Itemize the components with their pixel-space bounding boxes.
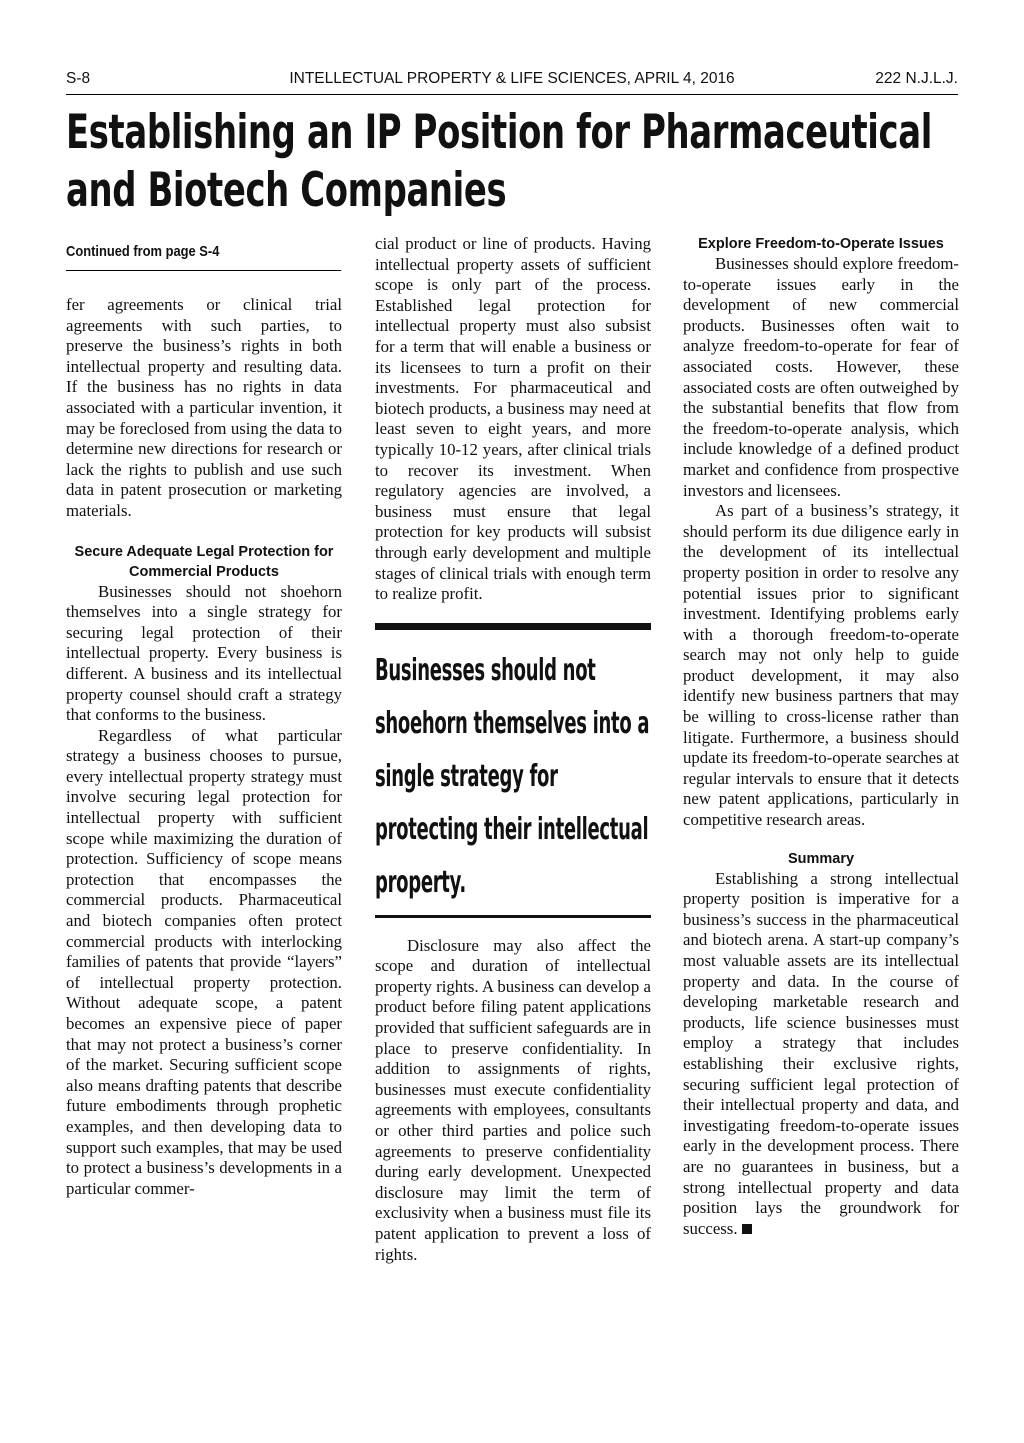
pull-quote-text: Businesses should not shoehorn themselves into a single strategy for protecting their intellectual property.: [375, 652, 650, 900]
body-paragraph-final: [683, 869, 959, 1240]
column-3: [683, 234, 959, 1239]
body-paragraph: Disclosure may also affect the scope and duration of intellectual property rights. A business can develop a product before filing patent applications provided that sufficient safeguards are in place to preserve confidentiality. In addition to assignments of rights, businesses must execute confidentiality agreements with employees, consultants or other third parties and police such agreements to preserve confidentiality during early development. Unexpected disclosure may limit the term of exclusivity when a business must file its patent application to prevent a loss of rights.: [375, 935, 651, 1264]
article-headline: [66, 104, 932, 220]
pull-quote-top-rule: [375, 623, 651, 630]
running-header: [66, 68, 958, 95]
section-subhead-freedom-to-operate: Explore Freedom-to-Operate Issues: [698, 236, 944, 252]
headline-line-1: Establishing an IP Position for Pharmaceutical: [66, 105, 932, 160]
headline-line-2: and Biotech Companies: [66, 163, 507, 218]
section-subhead-summary: Summary: [787, 850, 855, 867]
body-paragraph: fer agreements or clinical trial agreements with such parties, to preserve the business’s rights in both intellectual property and resulting data. If the business has no rights in data associated with a particular invention, it may be foreclosed from using the data to determine new directions for research or lack the rights to publish and use such data in patent prosecution or marketing materials.: [66, 295, 342, 520]
body-paragraph: Regardless of what particular strategy a business chooses to pursue, every intellectual property strategy must involve securing legal protection for intellectual property with sufficient scope while maximizing the duration of protection. Sufficiency of scope means protection that encompasses the commercial products. Pharmaceutical and biotech companies often protect commercial products with interlocking families of patents that provide “layers” of intellectual property protection. Without adequate scope, a patent becomes an expensive piece of paper that may not protect a business’s corner of the market. Securing sufficient scope also means drafting patents that describe future embodiments through prophetic examples, and then developing data to support such examples, that may be used to protect a business’s developments in a particular commer-: [66, 725, 342, 1198]
continued-from-label: Continued from page S-4: [66, 234, 341, 271]
body-paragraph: As part of a business’s strategy, it should perform its due diligence early in the development of its intellectual property position in order to resolve any potential issues prior to significant investment. Identifying problems early with a thorough freedom-to-operate search may not only help to guide product development, it may also identify new business partners that may be willing to cross-license rather than litigate. Furthermore, a business should update its freedom-to-operate searches at regular intervals to ensure that it detects new patent applications, particularly in competitive research areas.: [683, 501, 959, 830]
section-subhead-legal-protection: Secure Adequate Legal Protection for Commercial Products: [74, 543, 334, 580]
body-paragraph: cial product or line of products. Having intellectual property assets of sufficient scope is only part of the process. Established legal protection for intellectual property must also subsist for a term that will enable a business or its licensees to turn a profit on their investments. For pharmaceutical and biotech products, a business may need at least seven to eight years, and more typically 10-12 years, after clinical trials to recover its investment. When regulatory agencies are involved, a business must ensure that legal protection for key products will subsist through early development and multiple stages of clinical trials with enough term to realize profit.: [375, 234, 651, 604]
section-title: INTELLECTUAL PROPERTY & LIFE SCIENCES, APRIL 4, 2016: [289, 70, 735, 87]
body-paragraph: Businesses should explore freedom-to-operate issues early in the development of new commercial products. Businesses often wait to analyze freedom-to-operate for fear of associated costs. However, these associated costs are often outweighed by the substantial benefits that flow from the freedom-to-operate analysis, which include knowledge of a defined product market and confidence from prospective investors and licensees.: [683, 254, 959, 500]
column-1: [66, 234, 342, 1199]
body-paragraph: Businesses should not shoehorn themselves into a single strategy for securing legal protection of their intellectual property. Every business is different. A business and its intellectual property counsel should craft a strategy that conforms to the business.: [66, 581, 342, 725]
journal-citation: 222 N.J.L.J.: [875, 70, 958, 87]
pull-quote-bottom-rule: [375, 915, 651, 918]
pull-quote: [375, 623, 651, 918]
column-2: [375, 234, 651, 1265]
page-number: S-8: [66, 70, 91, 87]
summary-text: Establishing a strong intellectual property position is imperative for a business’s success in the pharmaceutical and biotech arena. A start-up company’s most valuable assets are its intellectual property and data. In the course of developing marketable research and products, life science businesses must employ a strategy that includes establishing their exclusive rights, securing sufficient legal protection of their intellectual property and data, and investigating freedom-to-operate issues early in the development process. There are no guarantees in business, but a strong intellectual property and data position lays the groundwork for success.: [683, 868, 959, 1238]
end-of-article-mark-icon: [742, 1224, 752, 1234]
